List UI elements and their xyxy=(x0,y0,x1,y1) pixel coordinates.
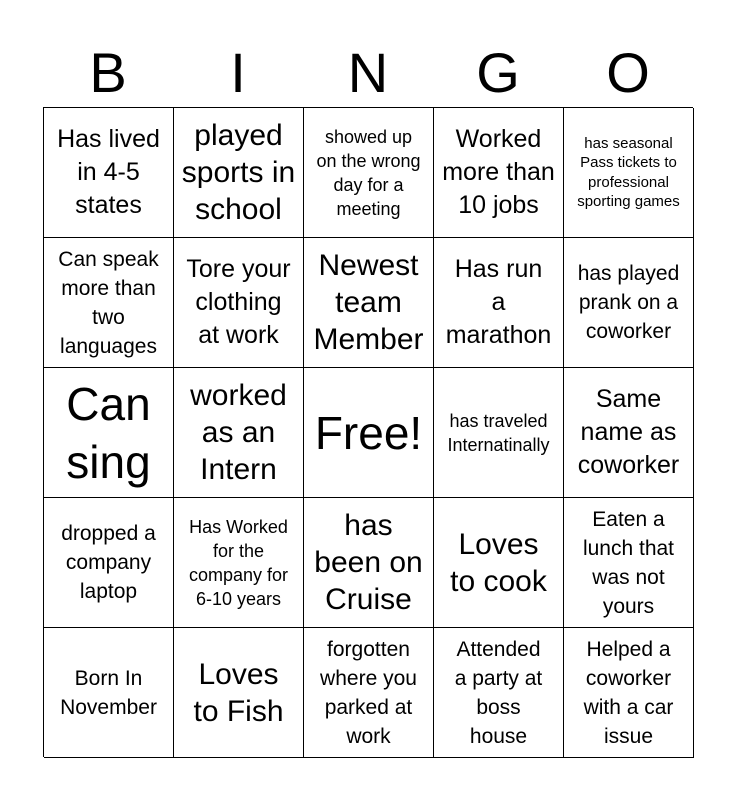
header-letter-o: O xyxy=(606,41,650,104)
bingo-cell[interactable]: Loves to cook xyxy=(434,498,564,628)
bingo-cell[interactable]: Loves to Fish xyxy=(174,628,304,758)
bingo-cell[interactable]: showed up on the wrong day for a meeting xyxy=(304,108,434,238)
bingo-cell[interactable]: Helped a coworker with a car issue xyxy=(564,628,694,758)
bingo-cell[interactable]: Worked more than 10 jobs xyxy=(434,108,564,238)
bingo-cell[interactable]: has traveled Internatinally xyxy=(434,368,564,498)
bingo-cell[interactable]: Tore your clothing at work xyxy=(174,238,304,368)
bingo-cell[interactable]: dropped a company laptop xyxy=(44,498,174,628)
bingo-cell[interactable]: Attended a party at boss house xyxy=(434,628,564,758)
header-letter-b: B xyxy=(89,41,127,104)
bingo-header xyxy=(43,40,693,106)
header-letter-i: I xyxy=(230,41,246,104)
bingo-cell[interactable]: Born In November xyxy=(44,628,174,758)
bingo-cell[interactable]: forgotten where you parked at work xyxy=(304,628,434,758)
bingo-cell[interactable]: has seasonal Pass tickets to professional sporting games xyxy=(564,108,694,238)
header-letter-g: G xyxy=(476,41,520,104)
bingo-cell[interactable]: Can sing xyxy=(44,368,174,498)
bingo-cell[interactable]: Has Worked for the company for 6-10 years xyxy=(174,498,304,628)
bingo-board xyxy=(43,107,693,757)
bingo-cell[interactable]: Can speak more than two languages xyxy=(44,238,174,368)
bingo-cell[interactable]: Has run a marathon xyxy=(434,238,564,368)
bingo-cell[interactable]: played sports in school xyxy=(174,108,304,238)
bingo-cell[interactable]: Has lived in 4-5 states xyxy=(44,108,174,238)
bingo-cell[interactable]: Eaten a lunch that was not yours xyxy=(564,498,694,628)
bingo-cell[interactable]: worked as an Intern xyxy=(174,368,304,498)
bingo-cell[interactable]: Free! xyxy=(304,368,434,498)
bingo-cell[interactable]: Same name as coworker xyxy=(564,368,694,498)
bingo-cell[interactable]: has been on Cruise xyxy=(304,498,434,628)
bingo-cell[interactable]: Newest team Member xyxy=(304,238,434,368)
bingo-cell[interactable]: has played prank on a coworker xyxy=(564,238,694,368)
header-letter-n: N xyxy=(347,41,389,104)
